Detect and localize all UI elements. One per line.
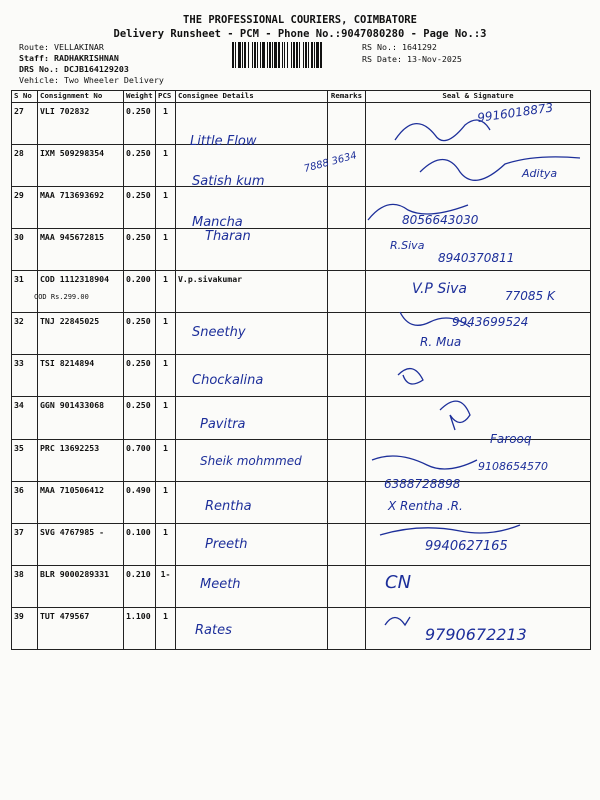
col-header-seal: Seal & Signature <box>366 91 591 103</box>
barcode-bar <box>278 42 280 68</box>
hw-sig-33: R. Mua <box>420 335 462 349</box>
row-sno: 37 <box>12 523 38 565</box>
hw-name-33: Chockalina <box>192 373 264 388</box>
row-sno: 35 <box>12 439 38 481</box>
hw-phone-32: 9943699524 <box>452 315 529 329</box>
row-sno: 38 <box>12 565 38 607</box>
row-pcs: 1 <box>156 271 176 313</box>
col-header-weight: Weight <box>124 91 156 103</box>
barcode-bar <box>242 42 243 68</box>
drs-label: DRS No.: DCJB164129203 <box>19 64 129 74</box>
hw-phone-39: 9790672213 <box>425 625 527 644</box>
row-consignment: MAA 945672815 <box>38 229 124 271</box>
barcode-bar <box>305 42 307 68</box>
table-row <box>12 187 591 229</box>
barcode-bar <box>244 42 246 68</box>
row-seal <box>366 607 591 649</box>
row-weight: 0.250 <box>124 145 156 187</box>
row-seal <box>366 523 591 565</box>
hw-name-28: Satish kum <box>192 174 265 189</box>
row-consignee <box>176 187 328 229</box>
row-pcs: 1 <box>156 523 176 565</box>
table-row <box>12 523 591 565</box>
row-pcs: 1 <box>156 607 176 649</box>
barcode-bar <box>291 42 292 68</box>
hw-name-29: Mancha <box>192 215 243 230</box>
barcode-bar <box>303 42 304 68</box>
col-header-sno: S No <box>12 91 38 103</box>
barcode-bar <box>299 42 300 68</box>
table-row <box>12 397 591 439</box>
row-sno: 39 <box>12 607 38 649</box>
row-pcs: 1 <box>156 103 176 145</box>
col-header-remarks: Remarks <box>328 91 366 103</box>
row-seal <box>366 187 591 229</box>
row-consignment: SVG 4767985 - <box>38 523 124 565</box>
barcode-bar <box>257 42 258 68</box>
row-seal <box>366 313 591 355</box>
row-consignment: MAA 713693692 <box>38 187 124 229</box>
rs-date: RS Date: 13-Nov-2025 <box>362 54 462 64</box>
row-consignee <box>176 103 328 145</box>
barcode-bar <box>308 42 309 68</box>
barcode-bar <box>284 42 285 68</box>
barcode-bar <box>287 42 288 68</box>
row-consignee <box>176 145 328 187</box>
row-consignee <box>176 439 328 481</box>
table-row <box>12 439 591 481</box>
row-pcs: 1 <box>156 145 176 187</box>
row-consignment: VLI 702832 <box>38 103 124 145</box>
row-pcs: 1 <box>156 397 176 439</box>
row-weight: 0.100 <box>124 523 156 565</box>
row-remarks <box>328 565 366 607</box>
row-consignment: GGN 901433068 <box>38 397 124 439</box>
hw-name-32: Sneethy <box>192 325 246 340</box>
table-row <box>12 145 591 187</box>
row-remarks <box>328 313 366 355</box>
row-consignment: TNJ 22845025 <box>38 313 124 355</box>
hw-name-34: Pavitra <box>200 417 246 432</box>
row-sno: 36 <box>12 481 38 523</box>
barcode-bar <box>311 42 313 68</box>
hw-name-36: Rentha <box>205 499 252 514</box>
row-consignee <box>176 355 328 397</box>
row-consignee <box>176 607 328 649</box>
barcode-bar <box>260 42 261 68</box>
table-row <box>12 355 591 397</box>
route-label: Route: VELLAKINAR <box>19 42 104 52</box>
col-header-consignee: Consignee Details <box>176 91 328 103</box>
cod-amount: COD Rs.299.00 <box>34 293 89 301</box>
row-weight: 0.200 <box>124 271 156 313</box>
barcode <box>232 42 358 68</box>
barcode-bar <box>267 42 268 68</box>
row-remarks <box>328 481 366 523</box>
row-consignment: MAA 710506412 <box>38 481 124 523</box>
hw-phone-29: 8056643030 <box>402 213 479 227</box>
row-weight: 0.250 <box>124 355 156 397</box>
company-title: THE PROFESSIONAL COURIERS, COIMBATORE <box>183 14 417 26</box>
barcode-bar <box>274 42 277 68</box>
barcode-bar <box>272 42 273 68</box>
barcode-bar <box>316 42 319 68</box>
row-consignee <box>176 313 328 355</box>
row-seal <box>366 103 591 145</box>
hw-phone-36: 6388728898 <box>384 477 461 491</box>
row-remarks <box>328 187 366 229</box>
runsheet-table <box>11 90 591 650</box>
hw-sig-38: CN <box>385 572 412 593</box>
barcode-bar <box>293 42 295 68</box>
row-consignment: IXM 509298354 <box>38 145 124 187</box>
row-consignee <box>176 523 328 565</box>
row-weight: 1.100 <box>124 607 156 649</box>
row-sno: 27 <box>12 103 38 145</box>
row-seal <box>366 355 591 397</box>
row-seal <box>366 439 591 481</box>
barcode-bar <box>238 42 241 68</box>
table-row <box>12 565 591 607</box>
row-pcs: 1 <box>156 313 176 355</box>
barcode-bar <box>282 42 283 68</box>
row-sno: 32 <box>12 313 38 355</box>
row-remarks <box>328 229 366 271</box>
barcode-bar <box>252 42 253 68</box>
row-sno: 31 <box>12 271 38 313</box>
vehicle-label: Vehicle: Two Wheeler Delivery <box>19 75 164 85</box>
row-weight: 0.490 <box>124 481 156 523</box>
row-pcs: 1- <box>156 565 176 607</box>
row-remarks <box>328 271 366 313</box>
barcode-bar <box>254 42 256 68</box>
row-sno: 28 <box>12 145 38 187</box>
row-consignment: COD 1112318904 <box>38 271 124 313</box>
rs-number: RS No.: 1641292 <box>362 42 437 52</box>
hw-remark-note: 7888 3634 <box>302 150 359 175</box>
row-remarks <box>328 607 366 649</box>
hw-sig-31: V.P Siva <box>412 281 467 297</box>
row-remarks <box>328 145 366 187</box>
hw-sig-30: R.Siva <box>390 239 425 252</box>
row-seal <box>366 481 591 523</box>
barcode-bar <box>262 42 265 68</box>
row-seal <box>366 271 591 313</box>
barcode-bar <box>320 42 322 68</box>
row-pcs: 1 <box>156 187 176 229</box>
table-row <box>12 481 591 523</box>
hw-phone-31: 77085 K <box>505 289 555 303</box>
row-seal <box>366 397 591 439</box>
barcode-bar <box>296 42 298 68</box>
row-weight: 0.250 <box>124 313 156 355</box>
hw-name-27: Little Flow <box>190 134 257 149</box>
barcode-bar <box>232 42 234 68</box>
hw-phone-30: 8940370811 <box>438 251 515 265</box>
row-consignment: TUT 479567 <box>38 607 124 649</box>
barcode-bar <box>235 42 236 68</box>
hw-sig-28: Aditya <box>522 167 558 180</box>
row-consignee <box>176 229 328 271</box>
hw-name-35: Sheik mohmmed <box>200 454 302 468</box>
row-pcs: 1 <box>156 481 176 523</box>
row-weight: 0.210 <box>124 565 156 607</box>
col-header-consignment: Consignment No <box>38 91 124 103</box>
table-row <box>12 103 591 145</box>
row-consignment: TSI 8214894 <box>38 355 124 397</box>
hw-phone-27: 9916018873 <box>476 100 555 125</box>
row-remarks <box>328 103 366 145</box>
row-consignee <box>176 565 328 607</box>
row-seal <box>366 565 591 607</box>
hw-phone-35: 9108654570 <box>478 460 548 473</box>
col-header-pcs: PCS <box>156 91 176 103</box>
row-consignee <box>176 481 328 523</box>
row-consignment: PRC 13692253 <box>38 439 124 481</box>
row-weight: 0.250 <box>124 397 156 439</box>
barcode-bar <box>314 42 315 68</box>
hw-name-37: Preeth <box>205 537 248 552</box>
table-row <box>12 313 591 355</box>
hw-phone-37: 9940627165 <box>425 539 508 554</box>
row-pcs: 1 <box>156 229 176 271</box>
hw-name-39: Rates <box>195 623 232 638</box>
row-pcs: 1 <box>156 439 176 481</box>
row-weight: 0.700 <box>124 439 156 481</box>
row-sno: 29 <box>12 187 38 229</box>
row-seal <box>366 145 591 187</box>
table-row <box>12 271 591 313</box>
table-row <box>12 229 591 271</box>
row-weight: 0.250 <box>124 229 156 271</box>
row-sno: 30 <box>12 229 38 271</box>
row-remarks <box>328 439 366 481</box>
barcode-bar <box>248 42 249 68</box>
table-row <box>12 607 591 649</box>
runsheet-subtitle: Delivery Runsheet - PCM - Phone No.:9047080280 - Page No.:3 <box>113 28 487 40</box>
hw-name-38: Meeth <box>200 577 241 592</box>
staff-label: Staff: RADHAKRISHNAN <box>19 53 119 63</box>
row-sno: 33 <box>12 355 38 397</box>
row-remarks <box>328 397 366 439</box>
table-header-row <box>12 91 591 103</box>
hw-sig-35: Farooq <box>490 432 532 446</box>
row-consignee: V.p.sivakumar <box>176 271 328 313</box>
hw-sig-36: X Rentha .R. <box>388 499 463 513</box>
row-sno: 34 <box>12 397 38 439</box>
row-weight: 0.250 <box>124 187 156 229</box>
barcode-bar <box>269 42 271 68</box>
row-weight: 0.250 <box>124 103 156 145</box>
row-consignee <box>176 397 328 439</box>
row-remarks <box>328 523 366 565</box>
hw-name-30: Tharan <box>205 229 251 244</box>
row-pcs: 1 <box>156 355 176 397</box>
row-remarks <box>328 355 366 397</box>
row-consignment: BLR 9000289331 <box>38 565 124 607</box>
row-seal <box>366 229 591 271</box>
